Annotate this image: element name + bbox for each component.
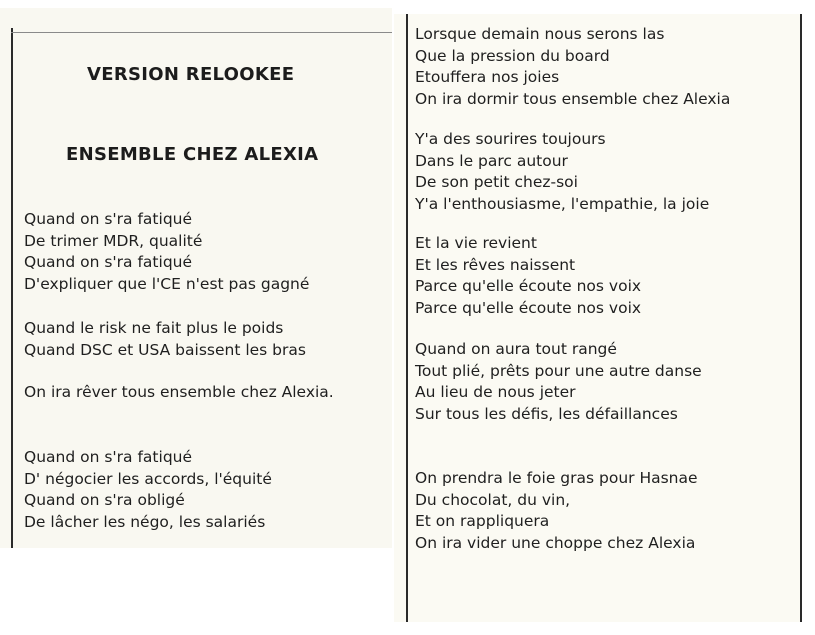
lyric-line: Lorsque demain nous serons las — [415, 25, 665, 43]
left-stanza-1 — [24, 209, 309, 295]
right-stanza-4 — [415, 339, 702, 425]
version-title: VERSION RELOOKEE — [87, 64, 295, 85]
lyric-line: Du chocolat, du vin, — [415, 490, 571, 509]
lyric-line: Que la pression du board — [415, 46, 610, 65]
lyric-line: Tout plié, prêts pour une autre danse — [415, 361, 702, 380]
lyric-line: On prendra le foie gras pour Hasnae — [415, 469, 698, 487]
lyric-line: Dans le parc autour — [415, 151, 568, 170]
lyric-line: Quand on s'ra fatiqué — [24, 253, 193, 271]
lyric-line: De trimer MDR, qualité — [24, 231, 203, 250]
lyric-line: Quand DSC et USA baissent les bras — [24, 340, 306, 359]
lyric-line: Quand on s'ra fatiqué — [24, 448, 193, 466]
right-stanza-3 — [415, 233, 641, 319]
lyric-line: Et on rappliquera — [415, 512, 550, 530]
lyric-line: Y'a l'enthousiasme, l'empathie, la joie — [415, 194, 710, 213]
lyric-line: Au lieu de nous jeter — [415, 383, 576, 401]
lyric-line: Sur tous les défis, les défaillances — [415, 404, 678, 423]
lyric-line: Quand on s'ra obligé — [24, 491, 185, 509]
left-stanza-2 — [24, 318, 306, 361]
song-title: ENSEMBLE CHEZ ALEXIA — [66, 144, 319, 165]
lyric-line: De lâcher les négo, les salariés — [24, 512, 266, 531]
lyric-line: On ira dormir tous ensemble chez Alexia — [415, 89, 731, 108]
lyric-line: Quand le risk ne fait plus le poids — [24, 319, 284, 337]
left-stanza-4 — [24, 447, 272, 533]
lyric-line: Parce qu'elle écoute nos voix — [415, 277, 642, 295]
left-page — [0, 8, 392, 548]
lyric-line: On ira rêver tous ensemble chez Alexia. — [24, 383, 334, 401]
right-stanza-5 — [415, 468, 698, 554]
lyric-line: On ira vider une choppe chez Alexia — [415, 533, 696, 552]
right-stanza-2 — [415, 129, 709, 215]
right-stanza-1 — [415, 24, 730, 110]
lyric-line: Quand on s'ra fatiqué — [24, 210, 193, 228]
lyric-line: D'expliquer que l'CE n'est pas gagné — [24, 274, 310, 293]
lyric-line: Y'a des sourires toujours — [415, 130, 606, 148]
lyric-line: Etouffera nos joies — [415, 68, 560, 86]
lyric-line: Et la vie revient — [415, 234, 537, 252]
left-margin-rule — [11, 28, 13, 548]
right-margin-rule — [406, 14, 408, 622]
lyric-line: Quand on aura tout rangé — [415, 340, 617, 358]
left-stanza-3 — [24, 382, 334, 404]
lyric-line: Et les rêves naissent — [415, 255, 576, 274]
right-page — [394, 14, 802, 622]
lyric-line: D' négocier les accords, l'équité — [24, 469, 272, 488]
lyric-line: Parce qu'elle écoute nos voix — [415, 298, 642, 317]
top-rule — [11, 32, 392, 33]
right-edge-rule — [800, 14, 802, 622]
lyric-line: De son petit chez-soi — [415, 173, 578, 191]
